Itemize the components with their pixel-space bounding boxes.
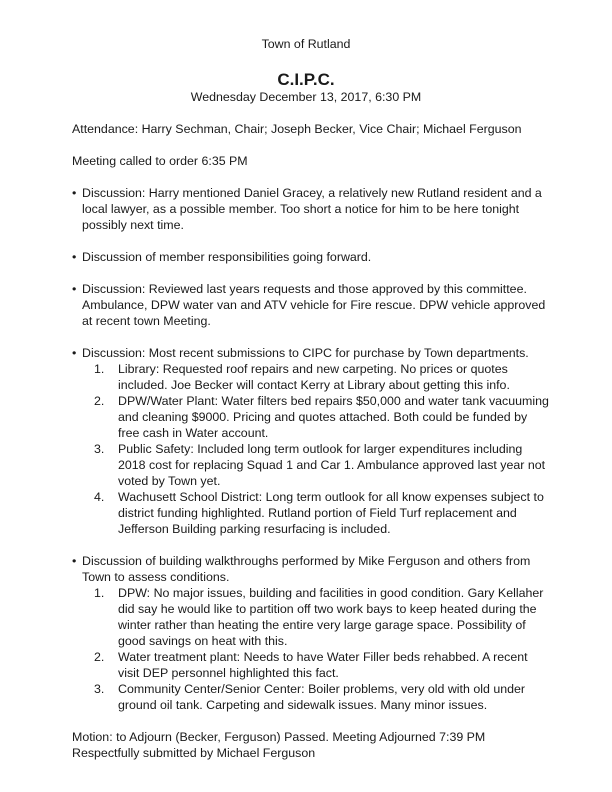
submission-item xyxy=(82,441,550,489)
walkthrough-item xyxy=(82,649,550,681)
item-number: 1. xyxy=(94,362,105,376)
committee-title: C.I.P.C. xyxy=(277,70,335,89)
town-name: Town of Rutland xyxy=(261,37,351,51)
walkthrough-text: Water treatment plant: Needs to have Water Filler beds rehabbed. A recent visit DEP personnel highlighted this fact. xyxy=(118,650,528,680)
item-number: 3. xyxy=(94,442,105,456)
walkthrough-item xyxy=(82,585,550,649)
discussion-text: Discussion of member responsibilities going forward. xyxy=(82,250,372,264)
call-to-order-line: Meeting called to order 6:35 PM xyxy=(72,154,248,168)
item-number: 4. xyxy=(94,490,105,504)
discussion-item xyxy=(72,185,550,233)
attendance-line: Attendance: Harry Sechman, Chair; Joseph Becker, Vice Chair; Michael Ferguson xyxy=(72,122,522,136)
submission-item xyxy=(82,489,550,537)
item-number: 3. xyxy=(94,682,105,696)
walkthrough-text: DPW: No major issues, building and facilities in good condition. Gary Kellaher did say he would like to partition off two work bays to keep heated during the winter rather than heating the entire very large garage space. Possibility of good savings on heat with this. xyxy=(118,586,544,648)
submission-item xyxy=(82,361,550,393)
submission-text: Wachusett School District: Long term outlook for all know expenses subject to district funding highlighted. Rutland portion of Field Turf replacement and Jefferson Building parking resurfacing is included. xyxy=(118,490,544,536)
meeting-datetime: Wednesday December 13, 2017, 6:30 PM xyxy=(190,90,422,104)
motion-line: Motion: to Adjourn (Becker, Ferguson) Passed. Meeting Adjourned 7:39 PM xyxy=(72,730,486,744)
discussion-text: Discussion: Reviewed last years requests and those approved by this committee. Ambulance, DPW water van and ATV vehicle for Fire rescue. DPW vehicle approved at recent town Meeting. xyxy=(82,282,546,328)
submission-text: Library: Requested roof repairs and new carpeting. No prices or quotes included. Joe Becker will contact Kerry at Library about getting this info. xyxy=(118,362,510,392)
submission-text: DPW/Water Plant: Water filters bed repairs $50,000 and water tank vacuuming and cleaning $9000. Pricing and quotes attached. Both could be funded by free cash in Water account. xyxy=(118,394,549,440)
discussion-text: Discussion: Harry mentioned Daniel Gracey, a relatively new Rutland resident and a local lawyer, as a possible member. Too short a notice for him to be here tonight possibly next time. xyxy=(82,186,542,232)
walkthrough-list xyxy=(82,585,550,713)
walkthrough-text: Community Center/Senior Center: Boiler problems, very old with old under ground oil tank. Carpeting and sidewalk issues. Many minor issues. xyxy=(118,682,526,712)
discussion-list xyxy=(72,185,550,713)
walkthrough-item xyxy=(82,681,550,713)
discussion-text: Discussion: Most recent submissions to CIPC for purchase by Town departments. xyxy=(82,346,529,360)
submission-text: Public Safety: Included long term outlook for larger expenditures including 2018 cost for replacing Squad 1 and Car 1. Ambulance approved last year not voted by Town yet. xyxy=(118,442,546,488)
item-number: 1. xyxy=(94,586,105,600)
discussion-item xyxy=(72,345,550,537)
minutes-body xyxy=(72,121,550,761)
discussion-item xyxy=(72,249,550,265)
submissions-list xyxy=(82,361,550,537)
discussion-item xyxy=(72,281,550,329)
submission-item xyxy=(82,393,550,441)
discussion-text: Discussion of building walkthroughs performed by Mike Ferguson and others from Town to assess conditions. xyxy=(82,554,531,584)
item-number: 2. xyxy=(94,394,105,408)
submitted-by-line: Respectfully submitted by Michael Ferguson xyxy=(72,746,316,760)
item-number: 2. xyxy=(94,650,105,664)
discussion-item xyxy=(72,553,550,713)
